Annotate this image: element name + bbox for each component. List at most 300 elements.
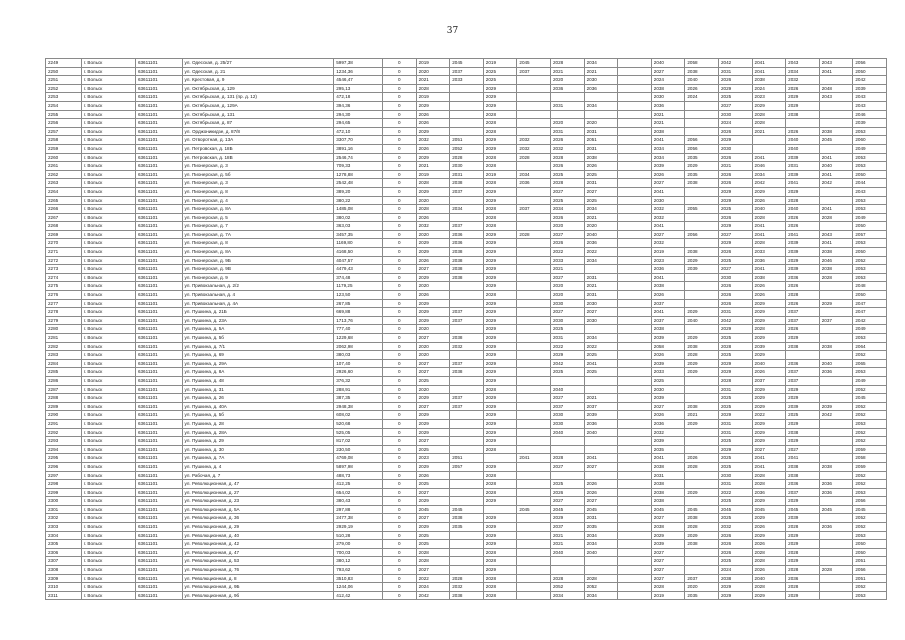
table-cell: ул. Орджоникидзе, д. 87/8 bbox=[182, 127, 334, 136]
table-cell: 2283 bbox=[46, 351, 82, 360]
table-cell: 2031 bbox=[718, 480, 752, 489]
table-cell: 2028 bbox=[483, 127, 517, 136]
table-cell: 2029 bbox=[685, 334, 719, 343]
table-cell: 2039 bbox=[853, 84, 887, 93]
table-cell: 63611101 bbox=[135, 359, 182, 368]
table-cell: 2027 bbox=[651, 402, 685, 411]
table-cell: 2026 bbox=[416, 471, 450, 480]
table-cell: 2039 bbox=[786, 248, 820, 257]
table-cell: 2037 bbox=[517, 205, 551, 214]
table-cell bbox=[685, 437, 719, 446]
table-cell: 2034 bbox=[584, 101, 618, 110]
table-cell: 63611101 bbox=[135, 566, 182, 575]
table-cell: 1169,80 bbox=[334, 239, 383, 248]
table-row bbox=[46, 514, 887, 523]
table-cell: 2025 bbox=[718, 256, 752, 265]
table-cell bbox=[517, 359, 551, 368]
table-cell: 2029 bbox=[752, 316, 786, 325]
table-cell: 2022 bbox=[584, 248, 618, 257]
table-cell: 2062,98 bbox=[334, 342, 383, 351]
table-cell: 2037 bbox=[819, 316, 853, 325]
table-row bbox=[46, 84, 887, 93]
table-cell: 63611101 bbox=[135, 213, 182, 222]
table-cell: 2926,60 bbox=[334, 368, 383, 377]
table-row bbox=[46, 488, 887, 497]
table-cell: 63611101 bbox=[135, 205, 182, 214]
table-cell: 2025 bbox=[584, 351, 618, 360]
table-cell: 2025 bbox=[416, 480, 450, 489]
table-cell: 0 bbox=[383, 101, 417, 110]
table-cell: 2029 bbox=[786, 256, 820, 265]
table-cell: 2274 bbox=[46, 273, 82, 282]
table-cell: 2029 bbox=[483, 230, 517, 239]
table-cell: 2043 bbox=[853, 187, 887, 196]
table-cell: 2042 bbox=[416, 591, 450, 600]
table-cell: 2034 bbox=[550, 205, 584, 214]
table-cell: 2036 bbox=[819, 368, 853, 377]
table-cell bbox=[618, 376, 652, 385]
table-cell: 2025 bbox=[718, 402, 752, 411]
table-cell bbox=[685, 101, 719, 110]
table-cell: 2034 bbox=[752, 170, 786, 179]
table-cell: 63611101 bbox=[135, 248, 182, 257]
table-row bbox=[46, 273, 887, 282]
table-cell: 2028 bbox=[483, 110, 517, 119]
table-cell: 2029 bbox=[786, 437, 820, 446]
table-cell bbox=[517, 76, 551, 85]
table-cell bbox=[517, 531, 551, 540]
table-cell: г. Вольск bbox=[81, 119, 135, 128]
table-cell: 2035 bbox=[685, 591, 719, 600]
table-cell: 2037 bbox=[450, 187, 484, 196]
table-cell: 2043 bbox=[853, 101, 887, 110]
table-cell bbox=[685, 376, 719, 385]
table-cell: 2028 bbox=[752, 471, 786, 480]
table-cell: г. Вольск bbox=[81, 153, 135, 162]
table-cell: 2028 bbox=[416, 84, 450, 93]
table-cell: 2253 bbox=[46, 93, 82, 102]
table-cell: 2053 bbox=[853, 419, 887, 428]
table-cell: 2036 bbox=[819, 488, 853, 497]
table-cell bbox=[618, 67, 652, 76]
table-cell bbox=[685, 239, 719, 248]
table-cell bbox=[584, 557, 618, 566]
table-cell: 2027 bbox=[651, 548, 685, 557]
table-cell bbox=[517, 488, 551, 497]
table-cell: 2029 bbox=[416, 316, 450, 325]
table-cell: 279,00 bbox=[334, 540, 383, 549]
table-cell: 2037 bbox=[450, 308, 484, 317]
table-cell: 2026 bbox=[718, 548, 752, 557]
table-cell: 2034 bbox=[584, 205, 618, 214]
table-cell: 2038 bbox=[819, 265, 853, 274]
table-cell: 2037 bbox=[752, 376, 786, 385]
table-cell bbox=[618, 523, 652, 532]
table-cell: 2027 bbox=[416, 359, 450, 368]
table-cell: 2027 bbox=[718, 230, 752, 239]
table-cell: 2289 bbox=[46, 402, 82, 411]
table-cell: 2275 bbox=[46, 282, 82, 291]
table-cell: 0 bbox=[383, 308, 417, 317]
table-cell: 288,91 bbox=[334, 385, 383, 394]
table-cell: 2019 bbox=[416, 170, 450, 179]
table-cell: 2019 bbox=[651, 248, 685, 257]
table-cell bbox=[618, 454, 652, 463]
table-cell bbox=[517, 325, 551, 334]
table-cell: 2271 bbox=[46, 248, 82, 257]
table-cell: 2045 bbox=[550, 505, 584, 514]
table-cell: 63611101 bbox=[135, 376, 182, 385]
table-cell: 2026 bbox=[584, 480, 618, 489]
table-cell bbox=[819, 76, 853, 85]
table-cell: 3510,83 bbox=[334, 574, 383, 583]
table-cell: ул. Пушкина, д. 26 bbox=[182, 394, 334, 403]
table-cell bbox=[819, 583, 853, 592]
table-cell: 2028 bbox=[752, 557, 786, 566]
table-cell: 2028 bbox=[450, 574, 484, 583]
table-cell: 2036 bbox=[819, 480, 853, 489]
table-cell: 2056 bbox=[685, 230, 719, 239]
table-cell: г. Вольск bbox=[81, 505, 135, 514]
table-cell bbox=[618, 299, 652, 308]
table-cell: 2036 bbox=[584, 239, 618, 248]
table-cell: г. Вольск bbox=[81, 213, 135, 222]
table-cell: 2026 bbox=[550, 488, 584, 497]
table-cell: 2028 bbox=[450, 153, 484, 162]
table-cell: г. Вольск bbox=[81, 566, 135, 575]
table-cell bbox=[819, 385, 853, 394]
table-cell: 2026 bbox=[718, 248, 752, 257]
table-cell bbox=[819, 282, 853, 291]
table-cell: ул. Революционная, д. 9б bbox=[182, 591, 334, 600]
table-cell: 2027 bbox=[752, 445, 786, 454]
table-row bbox=[46, 462, 887, 471]
table-cell: 294,30 bbox=[334, 110, 383, 119]
table-cell: г. Вольск bbox=[81, 187, 135, 196]
table-cell: 2029 bbox=[685, 368, 719, 377]
table-cell: 0 bbox=[383, 127, 417, 136]
table-cell: 2030 bbox=[584, 316, 618, 325]
table-cell: 2029 bbox=[483, 497, 517, 506]
table-cell: 2039 bbox=[853, 119, 887, 128]
table-cell: 63611101 bbox=[135, 127, 182, 136]
table-cell: 2266 bbox=[46, 205, 82, 214]
table-cell: 2029 bbox=[786, 419, 820, 428]
table-cell: 2036 bbox=[786, 574, 820, 583]
table-cell: 2040 bbox=[786, 205, 820, 214]
table-cell: 2025 bbox=[584, 196, 618, 205]
table-cell: ул. Пушкина, д. 28А bbox=[182, 428, 334, 437]
table-cell: 2049 bbox=[853, 213, 887, 222]
table-cell: ул. Пионерская, д. 5 bbox=[182, 213, 334, 222]
table-cell: 2052 bbox=[853, 411, 887, 420]
table-cell: 2038 bbox=[651, 282, 685, 291]
table-cell: 2037 bbox=[584, 402, 618, 411]
table-cell: 2043 bbox=[786, 59, 820, 68]
table-cell: 2028 bbox=[786, 291, 820, 300]
table-cell: 0 bbox=[383, 376, 417, 385]
table-cell: 2029 bbox=[483, 428, 517, 437]
table-cell: 2051 bbox=[853, 574, 887, 583]
table-row bbox=[46, 445, 887, 454]
table-cell: 4546,47 bbox=[334, 76, 383, 85]
table-cell: 2038 bbox=[450, 368, 484, 377]
table-cell: 2027 bbox=[718, 101, 752, 110]
table-cell: 2021 bbox=[718, 162, 752, 171]
table-cell: 2032 bbox=[718, 523, 752, 532]
table-cell: ул. Пушкина, д. 7/1 bbox=[182, 342, 334, 351]
table-cell: 63611101 bbox=[135, 437, 182, 446]
table-cell: 0 bbox=[383, 265, 417, 274]
table-cell: 0 bbox=[383, 523, 417, 532]
table-cell: 2050 bbox=[853, 67, 887, 76]
table-cell bbox=[618, 93, 652, 102]
table-cell bbox=[584, 93, 618, 102]
table-cell: 2028 bbox=[483, 119, 517, 128]
table-cell bbox=[550, 110, 584, 119]
table-cell: 2039 bbox=[651, 437, 685, 446]
table-cell: 2032 bbox=[416, 136, 450, 145]
table-cell: 3307,70 bbox=[334, 136, 383, 145]
table-cell: 2022 bbox=[550, 248, 584, 257]
table-cell bbox=[618, 256, 652, 265]
table-cell: 2050 bbox=[853, 291, 887, 300]
table-cell: 2029 bbox=[416, 497, 450, 506]
table-cell bbox=[618, 480, 652, 489]
table-cell: ул. Привокзальная, д. 4 bbox=[182, 291, 334, 300]
table-cell: 63611101 bbox=[135, 454, 182, 463]
table-cell: г. Вольск bbox=[81, 583, 135, 592]
table-row bbox=[46, 265, 887, 274]
table-cell: 0 bbox=[383, 583, 417, 592]
table-cell: 2026 bbox=[685, 454, 719, 463]
table-cell: 2028 bbox=[752, 480, 786, 489]
table-cell: 2028 bbox=[483, 574, 517, 583]
table-cell: 2028 bbox=[685, 351, 719, 360]
table-cell: 2028 bbox=[685, 523, 719, 532]
table-cell: 2029 bbox=[483, 144, 517, 153]
table-cell bbox=[618, 205, 652, 214]
table-cell: 2045 bbox=[853, 394, 887, 403]
table-cell: 2032 bbox=[550, 144, 584, 153]
table-cell: 63611101 bbox=[135, 153, 182, 162]
table-cell: 2020 bbox=[685, 583, 719, 592]
table-cell: 2042 bbox=[853, 316, 887, 325]
table-cell: 2055 bbox=[685, 205, 719, 214]
table-cell: 2040 bbox=[752, 574, 786, 583]
table-cell bbox=[819, 325, 853, 334]
table-cell: 2301 bbox=[46, 505, 82, 514]
table-cell: 2029 bbox=[685, 419, 719, 428]
table-cell bbox=[618, 497, 652, 506]
table-cell bbox=[517, 222, 551, 231]
table-cell: 2029 bbox=[483, 84, 517, 93]
table-cell bbox=[618, 402, 652, 411]
table-cell: 2022 bbox=[752, 411, 786, 420]
table-row bbox=[46, 359, 887, 368]
table-cell: 2036 bbox=[584, 84, 618, 93]
table-cell: 0 bbox=[383, 84, 417, 93]
table-cell: 2029 bbox=[718, 359, 752, 368]
table-cell: 63611101 bbox=[135, 93, 182, 102]
table-cell: 2034 bbox=[584, 256, 618, 265]
table-cell bbox=[450, 351, 484, 360]
table-cell bbox=[517, 462, 551, 471]
table-cell: 2029 bbox=[483, 462, 517, 471]
table-cell: 2026 bbox=[786, 213, 820, 222]
table-cell: 2025 bbox=[718, 514, 752, 523]
table-cell: 63611101 bbox=[135, 342, 182, 351]
table-cell: ул. Пушкина, д. 30 bbox=[182, 445, 334, 454]
table-cell: ул. Пушкина, д. 23А bbox=[182, 316, 334, 325]
table-cell: 525,05 bbox=[334, 428, 383, 437]
table-cell: 2298 bbox=[46, 480, 82, 489]
table-cell: 2041 bbox=[752, 230, 786, 239]
table-cell: 2025 bbox=[718, 557, 752, 566]
table-cell: ул. Октябрьская, д. 131 bbox=[182, 110, 334, 119]
table-cell bbox=[550, 93, 584, 102]
table-cell: 2027 bbox=[651, 67, 685, 76]
table-cell: 2041 bbox=[517, 454, 551, 463]
table-cell: 2038 bbox=[450, 265, 484, 274]
table-cell bbox=[517, 368, 551, 377]
table-cell: 2032 bbox=[517, 144, 551, 153]
table-cell: 2021 bbox=[550, 531, 584, 540]
table-cell: г. Вольск bbox=[81, 359, 135, 368]
table-cell: 2019 bbox=[483, 59, 517, 68]
table-cell: 2029 bbox=[718, 187, 752, 196]
table-cell: 2032 bbox=[651, 239, 685, 248]
table-row bbox=[46, 136, 887, 145]
table-cell bbox=[450, 196, 484, 205]
table-cell: 2043 bbox=[819, 230, 853, 239]
table-cell bbox=[517, 187, 551, 196]
table-cell: 2027 bbox=[584, 462, 618, 471]
table-cell: 2027 bbox=[550, 497, 584, 506]
table-cell: 2310 bbox=[46, 583, 82, 592]
table-cell bbox=[450, 540, 484, 549]
table-cell: 2026 bbox=[752, 566, 786, 575]
table-cell bbox=[483, 454, 517, 463]
table-cell: 2038 bbox=[685, 342, 719, 351]
table-cell bbox=[618, 162, 652, 171]
table-cell: 2037 bbox=[550, 402, 584, 411]
table-cell: г. Вольск bbox=[81, 205, 135, 214]
table-cell: 294,65 bbox=[334, 119, 383, 128]
table-cell: 2052 bbox=[853, 514, 887, 523]
table-cell: 2051 bbox=[450, 136, 484, 145]
table-cell: 2029 bbox=[752, 428, 786, 437]
table-cell bbox=[819, 454, 853, 463]
table-cell: 63611101 bbox=[135, 591, 182, 600]
table-cell: 2040 bbox=[550, 548, 584, 557]
table-row bbox=[46, 170, 887, 179]
table-cell: 2020 bbox=[416, 196, 450, 205]
table-cell: 2028 bbox=[819, 273, 853, 282]
table-cell: 2028 bbox=[483, 557, 517, 566]
table-cell: г. Вольск bbox=[81, 59, 135, 68]
table-cell: г. Вольск bbox=[81, 497, 135, 506]
table-cell: 2259 bbox=[46, 144, 82, 153]
table-cell: 2028 bbox=[483, 291, 517, 300]
table-cell: 2028 bbox=[819, 213, 853, 222]
table-cell: 2031 bbox=[718, 428, 752, 437]
table-cell bbox=[618, 488, 652, 497]
table-cell: 2028 bbox=[483, 591, 517, 600]
table-cell: 0 bbox=[383, 282, 417, 291]
table-cell: 2037 bbox=[450, 222, 484, 231]
table-cell: 2027 bbox=[416, 437, 450, 446]
table-cell bbox=[685, 222, 719, 231]
table-cell: г. Вольск bbox=[81, 385, 135, 394]
table-cell: 2037 bbox=[685, 574, 719, 583]
table-cell: 2029 bbox=[483, 308, 517, 317]
table-cell bbox=[819, 540, 853, 549]
table-cell: 2041 bbox=[651, 222, 685, 231]
table-cell: 2039 bbox=[786, 153, 820, 162]
table-cell bbox=[819, 394, 853, 403]
table-cell bbox=[685, 445, 719, 454]
table-cell: 2027 bbox=[416, 488, 450, 497]
table-cell bbox=[550, 566, 584, 575]
table-cell: 2025 bbox=[718, 497, 752, 506]
table-cell: 2038 bbox=[584, 153, 618, 162]
table-cell: 2045 bbox=[819, 136, 853, 145]
table-cell: 63611101 bbox=[135, 265, 182, 274]
table-row bbox=[46, 557, 887, 566]
table-cell: 63611101 bbox=[135, 162, 182, 171]
table-cell: 2026 bbox=[550, 213, 584, 222]
table-cell: 0 bbox=[383, 248, 417, 257]
table-cell: 2064 bbox=[853, 342, 887, 351]
table-cell: 2053 bbox=[853, 488, 887, 497]
table-cell: 2027 bbox=[416, 402, 450, 411]
table-cell: 2052 bbox=[853, 583, 887, 592]
table-cell: 63611101 bbox=[135, 445, 182, 454]
table-cell: ул. Пушкина, д. 5б bbox=[182, 334, 334, 343]
table-cell: 2028 bbox=[483, 205, 517, 214]
table-cell: 2053 bbox=[853, 265, 887, 274]
table-cell: г. Вольск bbox=[81, 419, 135, 428]
table-cell: 0 bbox=[383, 385, 417, 394]
table-cell: 2052 bbox=[853, 523, 887, 532]
table-cell bbox=[517, 402, 551, 411]
table-cell: 2026 bbox=[651, 170, 685, 179]
table-cell: 2037 bbox=[786, 368, 820, 377]
table-cell: 2272 bbox=[46, 256, 82, 265]
table-cell: 2019 bbox=[483, 170, 517, 179]
table-row bbox=[46, 59, 887, 68]
table-cell: 2035 bbox=[685, 153, 719, 162]
table-cell: 3891,16 bbox=[334, 144, 383, 153]
table-cell: 2037 bbox=[651, 316, 685, 325]
table-cell: 2311 bbox=[46, 591, 82, 600]
table-cell bbox=[584, 265, 618, 274]
table-cell: 63611101 bbox=[135, 239, 182, 248]
table-cell bbox=[618, 394, 652, 403]
table-cell: 2263 bbox=[46, 179, 82, 188]
table-cell: 0 bbox=[383, 445, 417, 454]
table-cell: 2039 bbox=[786, 265, 820, 274]
table-cell: 2029 bbox=[786, 540, 820, 549]
table-cell bbox=[450, 497, 484, 506]
table-cell: 2031 bbox=[584, 144, 618, 153]
table-cell: 0 bbox=[383, 557, 417, 566]
table-cell bbox=[450, 557, 484, 566]
table-cell: 2027 bbox=[550, 187, 584, 196]
table-row bbox=[46, 196, 887, 205]
table-cell: 2028 bbox=[483, 162, 517, 171]
